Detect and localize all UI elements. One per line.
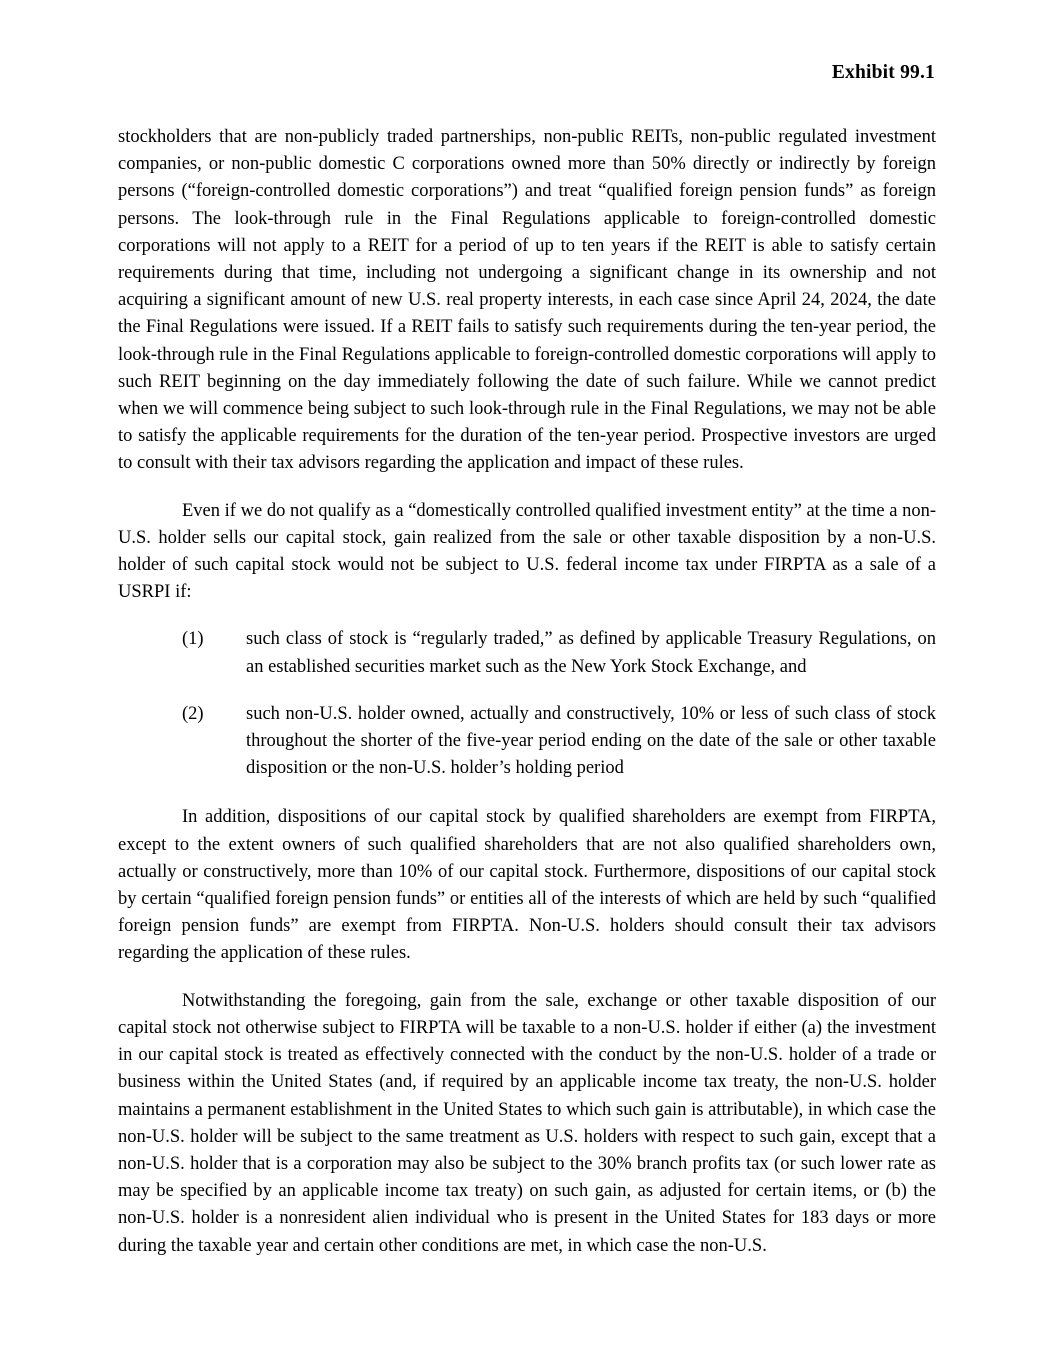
document-body (118, 124, 936, 1280)
paragraph-notwithstanding: Notwithstanding the foregoing, gain from the sale, exchange or other taxable disposition of our capital stock not otherwise subject to FIRPTA will be taxable to a non-U.S. holder if either (a) the investment in our capital stock is treated as effectively connected with the conduct by the non-U.S. holder of a trade or business within the United States (and, if required by an applicable income tax treaty, the non-U.S. holder maintains a permanent establishment in the United States to which such gain is attributable), in which case the non-U.S. holder will be subject to the same treatment as U.S. holders with respect to such gain, except that a non-U.S. holder that is a corporation may also be subject to the 30% branch profits tax (or such lower rate as may be specified by an applicable income tax treaty) on such gain, as adjusted for certain items, or (b) the non-U.S. holder is a nonresident alien individual who is present in the United States for 183 days or more during the taxable year and certain other conditions are met, in which case the non-U.S. (118, 990, 936, 1256)
list-item-text: such class of stock is “regularly traded,” as defined by applicable Treasury Regulations, on an established securities market such as the New York Stock Exchange, and (246, 629, 936, 677)
list-item (118, 626, 936, 680)
paragraph-domestically-controlled: Even if we do not qualify as a “domestically controlled qualified investment entity” at the time a non-U.S. holder sells our capital stock, gain realized from the sale or other taxable disposition by a non-U.S. holder of such capital stock would not be subject to U.S. federal income tax under FIRPTA as a sale of a USRPI if: (118, 500, 936, 603)
exhibit-label: Exhibit 99.1 (831, 62, 935, 83)
list-item-text: such non-U.S. holder owned, actually and constructively, 10% or less of such class of stock throughout the shorter of the five-year period ending on the date of the sale or other taxable disposition or the non-U.S. holder’s holding period (246, 703, 936, 779)
list-item-number: (2) (182, 703, 204, 724)
paragraph-continued-holders: stockholders that are non-publicly traded partnerships, non-public REITs, non-public regulated investment companies, or non-public domestic C corporations owned more than 50% directly or indirectly by foreign persons (“foreign-controlled domestic corporations”) and treat “qualified foreign pension funds” as foreign persons. The look-through rule in the Final Regulations applicable to foreign-controlled domestic corporations will not apply to a REIT for a period of up to ten years if the REIT is able to satisfy certain requirements during that time, including not undergoing a significant change in its ownership and not acquiring a significant amount of new U.S. real property interests, in each case since April 24, 2024, the date the Final Regulations were issued. If a REIT fails to satisfy such requirements during the ten-year period, the look-through rule in the Final Regulations applicable to foreign-controlled domestic corporations will apply to such REIT beginning on the day immediately following the date of such failure. While we cannot predict when we will commence being subject to such look-through rule in the Final Regulations, we may not be able to satisfy the applicable requirements for the duration of the ten-year period. Prospective investors are urged to consult with their tax advisors regarding the application and impact of these rules. (118, 127, 936, 474)
paragraph-qualified-shareholders: In addition, dispositions of our capital stock by qualified shareholders are exempt from FIRPTA, except to the extent owners of such qualified shareholders that are not also qualified shareholders own, actually or constructively, more than 10% of our capital stock. Furthermore, dispositions of our capital stock by certain “qualified foreign pension funds” or entities all of the interests of which are held by such “qualified foreign pension funds” are exempt from FIRPTA. Non-U.S. holders should consult their tax advisors regarding the application of these rules. (118, 807, 936, 964)
list-item-number: (1) (182, 629, 204, 650)
list-item (118, 701, 936, 783)
